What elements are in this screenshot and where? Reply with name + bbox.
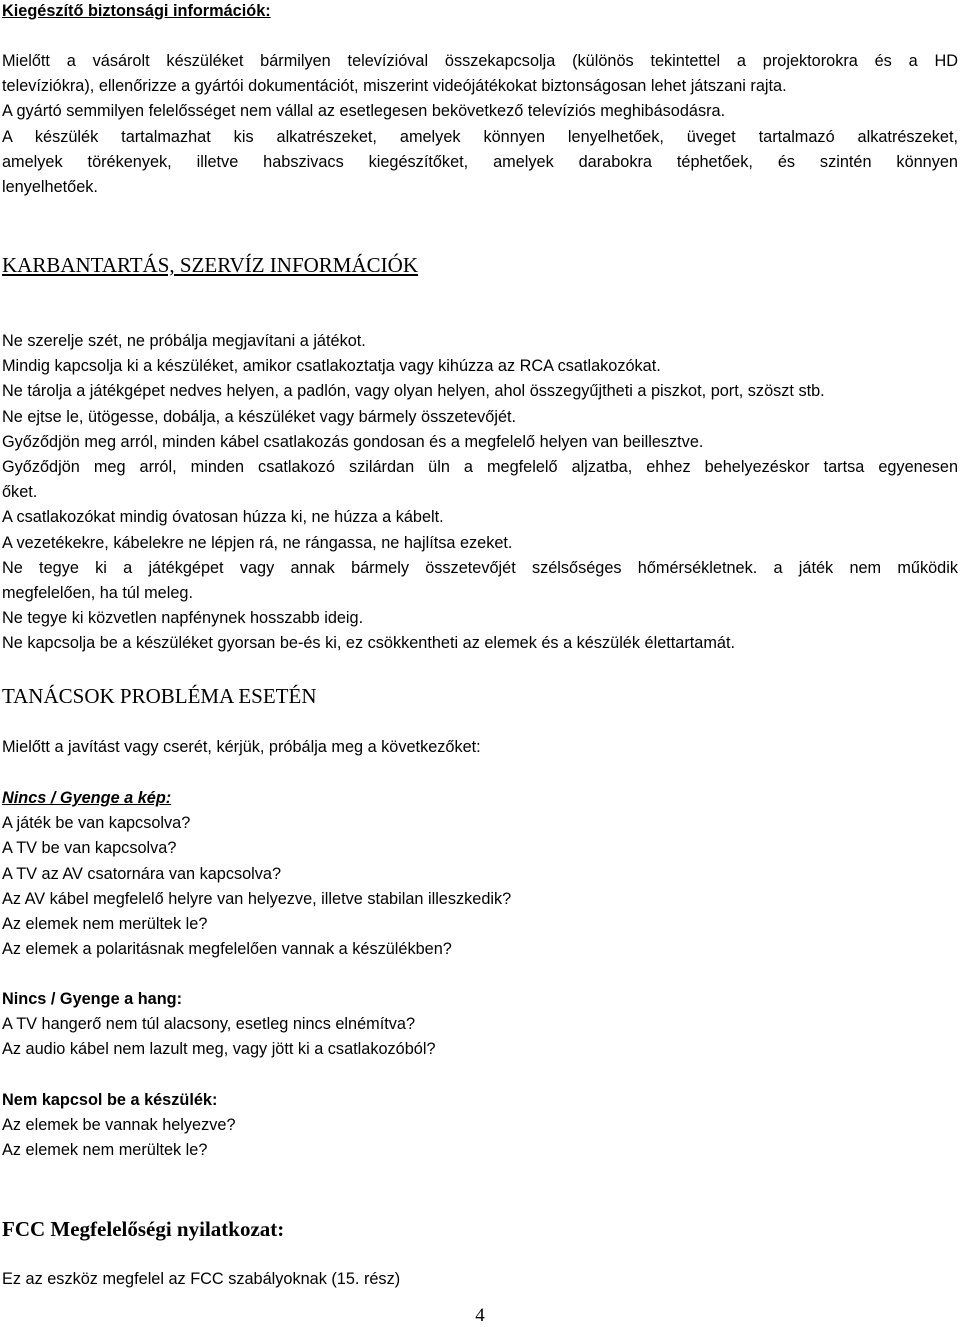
check-item: A játék be van kapcsolva? (2, 814, 191, 833)
check-item: Az elemek nem merültek le? (2, 915, 208, 934)
fcc-statement: Ez az eszköz megfelel az FCC szabályoknak (15. rész) (2, 1270, 401, 1288)
group-heading: Nem kapcsol be a készülék: (2, 1091, 218, 1109)
check-item: Az elemek be vannak helyezve? (2, 1116, 236, 1135)
safety-line: lenyelhetőek. (2, 178, 98, 197)
check-item: Az elemek a polaritásnak megfelelően vannak a készülékben? (2, 940, 452, 959)
safety-line: amelyek törékenyek, illetve habszivacs kiegészítőket, amelyek darabokra téphetőek, és szintén könnyen (2, 152, 958, 171)
troubleshooting-group-picture (2, 786, 958, 962)
maintenance-line: A csatlakozókat mindig óvatosan húzza ki, ne húzza a kábelt. (2, 508, 444, 527)
safety-line: A gyártó semmilyen felelősséget nem vállal az esetlegesen bekövetkező televíziós meghibásodásra. (2, 102, 726, 121)
check-item: Az AV kábel megfelelő helyre van helyezve, illetve stabilan illeszkedik? (2, 889, 512, 908)
fcc-title: FCC Megfelelőségi nyilatkozat: (2, 1217, 285, 1241)
maintenance-title: KARBANTARTÁS, SZERVÍZ INFORMÁCIÓK (2, 253, 418, 277)
check-item: A TV hangerő nem túl alacsony, esetleg nincs elnémítva? (2, 1015, 416, 1034)
maintenance-line: őket. (2, 483, 38, 502)
maintenance-line: Ne tegye ki közvetlen napfénynek hosszabb ideig. (2, 609, 364, 628)
group-heading: Nincs / Gyenge a hang: (2, 990, 183, 1008)
maintenance-line: Ne ejtse le, ütögesse, dobálja, a készüléket vagy bármely összetevőjét. (2, 407, 517, 426)
page-number: 4 (475, 1305, 485, 1326)
maintenance-line: Ne tárolja a játékgépet nedves helyen, a padlón, vagy olyan helyen, ahol összegyűjtheti a piszkot, port, szöszt stb. (2, 382, 825, 401)
maintenance-line: megfelelően, ha túl meleg. (2, 584, 193, 603)
maintenance-list (2, 329, 958, 657)
check-item: A TV be van kapcsolva? (2, 839, 177, 858)
troubleshooting-group-power (2, 1088, 958, 1164)
check-item: Az elemek nem merültek le? (2, 1141, 208, 1160)
maintenance-line: A vezetékekre, kábelekre ne lépjen rá, ne rángassa, ne hajlítsa ezeket. (2, 533, 513, 552)
safety-title: Kiegészítő biztonsági információk: (2, 2, 271, 20)
check-item: Az audio kábel nem lazult meg, vagy jött ki a csatlakozóból? (2, 1040, 436, 1059)
safety-line: Mielőtt a vásárolt készüléket bármilyen televízióval összekapcsolja (különös tekintettel a projektorokra és a HD (2, 52, 958, 70)
maintenance-line: Ne szerelje szét, ne próbálja megjavítani a játékot. (2, 332, 366, 350)
maintenance-line: Győződjön meg arról, minden csatlakozó szilárdan üln a megfelelő aljzatba, ehhez behelyezéskor tartsa egyenesen (2, 458, 958, 477)
group-heading: Nincs / Gyenge a kép: (2, 789, 172, 807)
troubleshooting-title: TANÁCSOK PROBLÉMA ESETÉN (2, 684, 317, 708)
troubleshooting-intro: Mielőtt a javítást vagy cserét, kérjük, próbálja meg a következőket: (2, 738, 481, 756)
safety-line: televíziókra), ellenőrizze a gyártói dokumentációt, miszerint videójátékokat biztonságosan lehet játszani rajta. (2, 77, 787, 96)
maintenance-line: Ne kapcsolja be a készüléket gyorsan be-és ki, ez csökkentheti az elemek és a készülék élettartamát. (2, 634, 736, 653)
troubleshooting-group-sound (2, 987, 958, 1063)
maintenance-line: Győződjön meg arról, minden kábel csatlakozás gondosan és a megfelelő helyen van beillesztve. (2, 432, 704, 451)
maintenance-line: Mindig kapcsolja ki a készüléket, amikor csatlakoztatja vagy kihúzza az RCA csatlakozókat. (2, 357, 661, 376)
safety-paragraph (2, 49, 958, 200)
safety-line: A készülék tartalmazhat kis alkatrészeket, amelyek könnyen lenyelhetőek, üveget tartalmazó alkatrészeket, (2, 127, 958, 146)
check-item: A TV az AV csatornára van kapcsolva? (2, 864, 282, 883)
maintenance-line: Ne tegye ki a játékgépet vagy annak bármely összetevőjét szélsőséges hőmérsékletnek. a játék nem működik (2, 558, 958, 577)
